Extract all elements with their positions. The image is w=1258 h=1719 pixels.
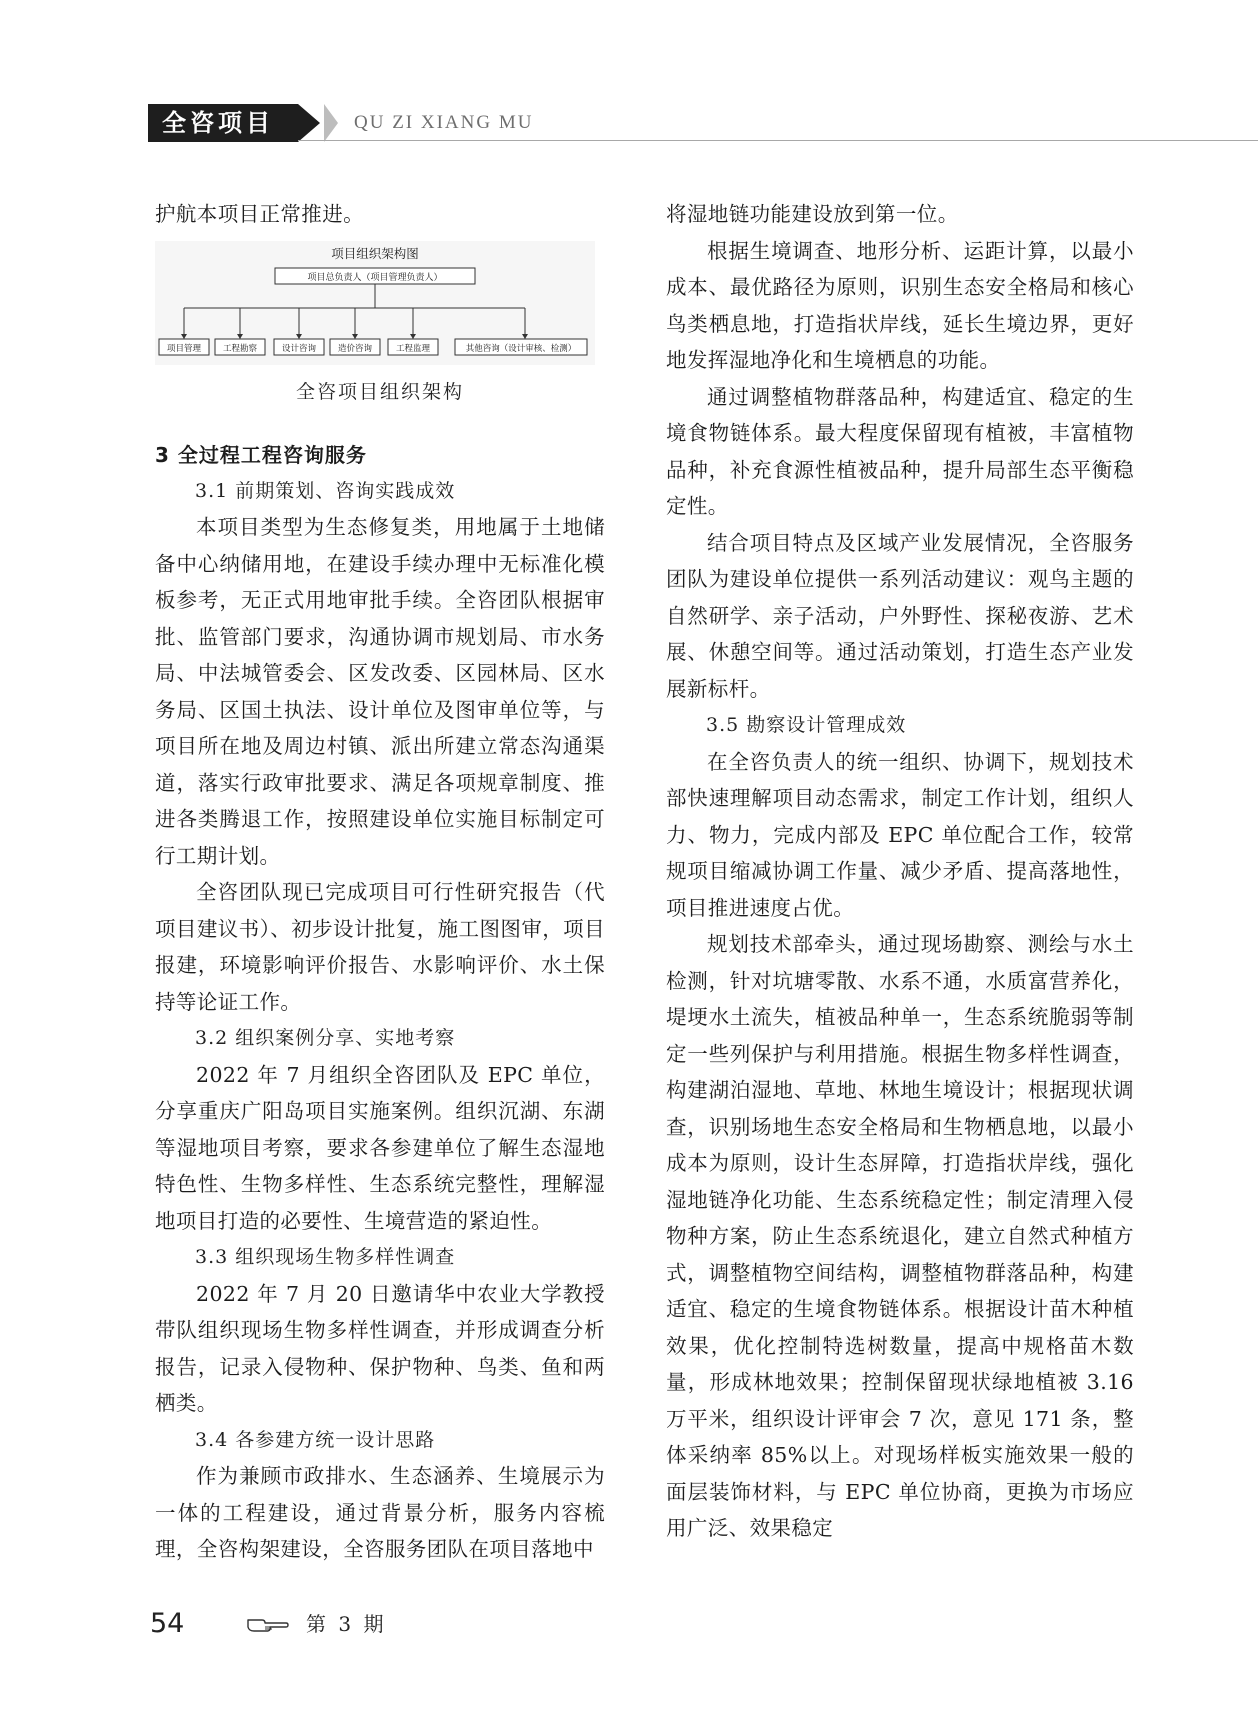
org-chart-box-label: 项目管理 bbox=[166, 343, 202, 354]
paragraph: 护航本项目正常推进。 bbox=[155, 202, 364, 226]
figure-caption: 全咨项目组织架构 bbox=[295, 380, 464, 403]
paragraph: 本项目类型为生态修复类，用地属于土地储备中心纳储用地，在建设手续办理中无标准化模板参考，无正式用地审批手续。全咨团队根据审批、监管部门要求，沟通协调市规划局、市水务局、中法城管委会、区发改委、区园林局、区水务局、区国土执法、设计单位及图审单位等，与项目所在地及周边村镇、派出所建立常态沟通渠道，落实行政审批要求、满足各项规章制度、推进各类腾退工作，按照建设单位实施目标制定可行工期计划。 bbox=[155, 515, 605, 868]
org-chart-box-label: 工程勘察 bbox=[222, 343, 258, 354]
page-number: 54 bbox=[150, 1608, 185, 1639]
subsection-heading: 3.5 勘察设计管理成效 bbox=[706, 714, 907, 736]
org-chart-box-label: 造价咨询 bbox=[337, 343, 373, 354]
arrow-head bbox=[296, 334, 302, 339]
org-chart-box-label: 其他咨询（设计审核、检测） bbox=[465, 343, 577, 354]
subsection-heading: 3.1 前期策划、咨询实践成效 bbox=[195, 479, 456, 502]
section-tag-arrow-shadow bbox=[324, 104, 338, 142]
org-chart-title: 项目组织架构图 bbox=[331, 245, 419, 261]
section-tag-arrow bbox=[298, 104, 320, 142]
paragraph: 规划技术部牵头，通过现场勘察、测绘与水土检测，针对坑塘零散、水系不通，水质富营养化，堤埂水土流失，植被品种单一，生态系统脆弱等制定一些列保护与利用措施。根据生物多样性调查，构建湖泊湿地、草地、林地生境设计；根据现状调查，识别场地生态安全格局和生物栖息地，以最小成本为原则，设计生态屏障，打造指状岸线，强化湿地链净化功能、生态系统稳定性；制定清理入侵物种方案，防止生态系统退化，建立自然式种植方式，调整植物空间结构，调整植物群落品种，构建适宜、稳定的生境食物链体系。根据设计苗木种植效果，优化控制特选树数量，提高中规格苗木数量，形成林地效果；控制保留现状绿地植被 3.16 万平米，组织设计评审会 7 次，意见 171 条，整体采纳率 85%以上。对现场样板实施效果一般的面层装饰材料，与 EPC 单位协商，更换为市场应用广泛、效果稳定 bbox=[666, 932, 1134, 1540]
arrow-head bbox=[410, 334, 416, 339]
arrow-head bbox=[352, 334, 358, 339]
arrow-head bbox=[522, 334, 528, 339]
paragraph: 在全咨负责人的统一组织、协调下，规划技术部快速理解项目动态需求，制定工作计划，组织人力、物力，完成内部及 EPC 单位配合工作，较常规项目缩减协调工作量、减少矛盾、提高落地性，项目推进速度占优。 bbox=[666, 749, 1134, 920]
paragraph: 2022 年 7 月组织全咨团队及 EPC 单位，分享重庆广阳岛项目实施案例。组织沉湖、东湖等湿地项目考察，要求各参建单位了解生态湿地特色性、生物多样性、生态系统完整性，理解湿地项目打造的必要性、生境营造的紧迫性。 bbox=[155, 1062, 605, 1233]
section-heading: 3 全过程工程咨询服务 bbox=[155, 442, 367, 467]
arrow-head bbox=[237, 334, 243, 339]
subsection-heading: 3.4 各参建方统一设计思路 bbox=[195, 1428, 436, 1451]
page-header bbox=[148, 96, 1130, 142]
paragraph: 作为兼顾市政排水、生态涵养、生境展示为一体的工程建设，通过背景分析，服务内容梳理，全咨构架建设，全咨服务团队在项目落地中 bbox=[155, 1464, 605, 1561]
org-chart-box-label: 工程监理 bbox=[395, 343, 431, 354]
issue-label: 第 3 期 bbox=[306, 1612, 387, 1636]
section-tag: 全咨项目 bbox=[148, 104, 298, 142]
pointing-hand-icon bbox=[246, 1615, 290, 1633]
left-column bbox=[155, 196, 605, 1568]
section-latin-title: QU ZI XIANG MU bbox=[354, 112, 534, 133]
paragraph: 将湿地链功能建设放到第一位。 bbox=[666, 202, 959, 226]
paragraph: 通过调整植物群落品种，构建适宜、稳定的生境食物链体系。最大程度保留现有植被，丰富植物品种，补充食源性植被品种，提升局部生态平衡稳定性。 bbox=[666, 384, 1134, 518]
paragraph: 全咨团队现已完成项目可行性研究报告（代项目建议书）、初步设计批复，施工图图审，项目报建，环境影响评价报告、水影响评价、水土保持等论证工作。 bbox=[155, 880, 605, 1014]
arrow-head bbox=[181, 334, 187, 339]
org-chart-box-label: 设计咨询 bbox=[281, 343, 317, 354]
header-rule bbox=[298, 140, 1258, 141]
subsection-heading: 3.3 组织现场生物多样性调查 bbox=[195, 1246, 456, 1268]
org-chart-top-label: 项目总负责人（项目管理负责人） bbox=[307, 272, 443, 283]
subsection-heading: 3.2 组织案例分享、实地考察 bbox=[195, 1027, 456, 1049]
org-chart-svg bbox=[155, 241, 595, 365]
org-chart-figure bbox=[155, 241, 595, 365]
paragraph: 根据生境调查、地形分析、运距计算，以最小成本、最优路径为原则，识别生态安全格局和核心鸟类栖息地，打造指状岸线，延长生境边界，更好地发挥湿地净化和生境栖息的功能。 bbox=[666, 238, 1134, 372]
paragraph: 2022 年 7 月 20 日邀请华中农业大学教授带队组织现场生物多样性调查，并形成调查分析报告，记录入侵物种、保护物种、鸟类、鱼和两栖类。 bbox=[155, 1281, 605, 1415]
paragraph: 结合项目特点及区域产业发展情况，全咨服务团队为建设单位提供一系列活动建议：观鸟主题的自然研学、亲子活动，户外野性、探秘夜游、艺术展、休憩空间等。通过活动策划，打造生态产业发展新标杆。 bbox=[666, 530, 1134, 701]
right-column bbox=[666, 196, 1134, 1547]
